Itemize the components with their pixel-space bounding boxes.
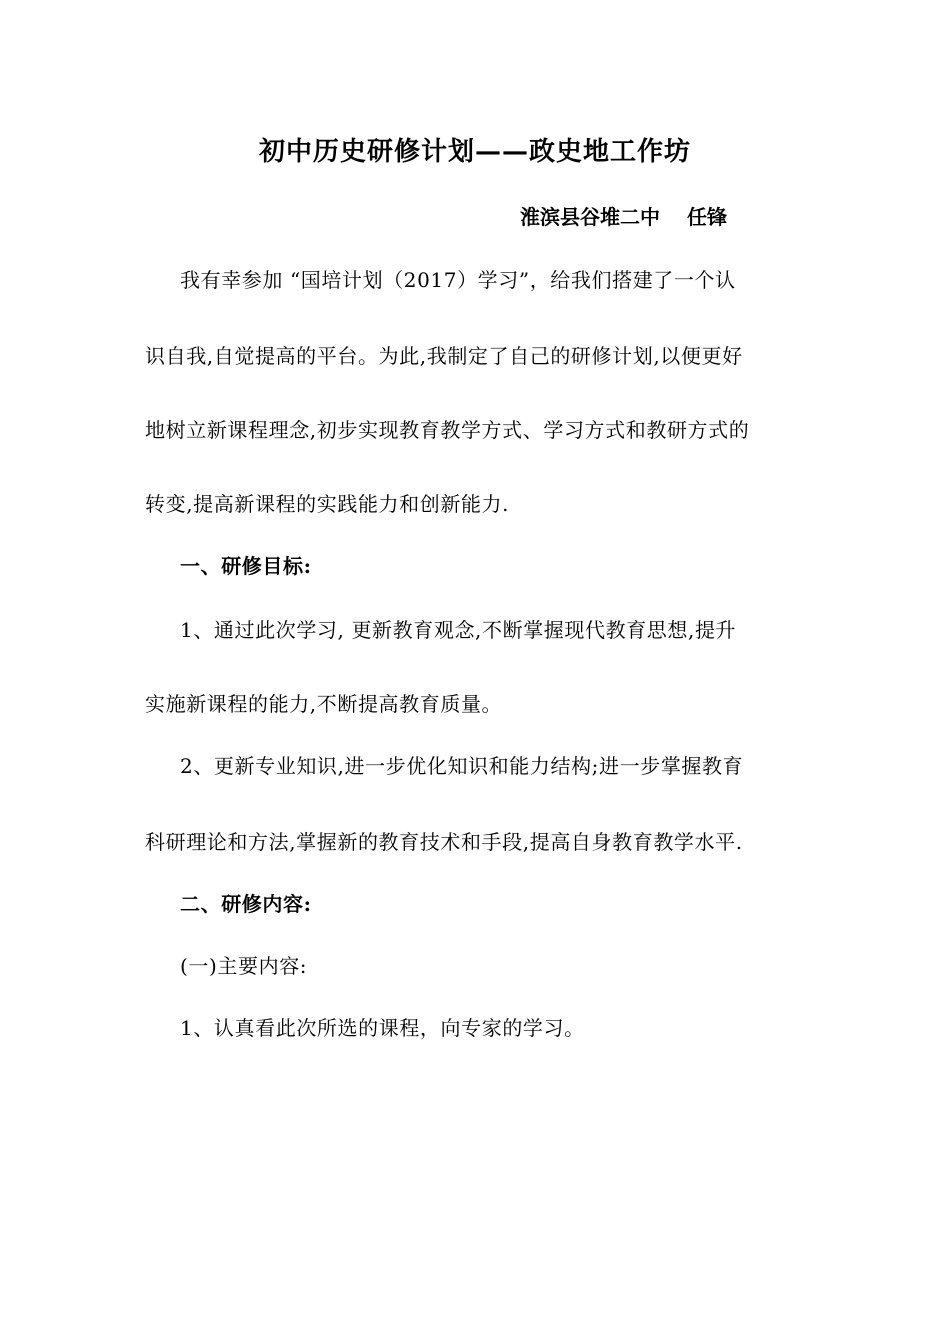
intro-line: 转变,提高新课程的实践能力和创新能力. <box>145 492 510 516</box>
author-line: 淮滨县谷堆二中 任锋 <box>520 205 727 229</box>
subheading: (一)主要内容: <box>180 954 308 978</box>
paragraph-line: 2、更新专业知识,进一步优化知识和能力结构;进一步掌握教育 <box>180 754 744 778</box>
paragraph-line: 1、通过此次学习, 更新教育观念,不断掌握现代教育思想,提升 <box>180 618 737 642</box>
document-title: 初中历史研修计划——政史地工作坊 <box>258 137 691 167</box>
section-heading: 二、研修内容: <box>180 892 312 916</box>
paragraph-line: 1、认真看此次所选的课程，向专家的学习。 <box>180 1016 585 1040</box>
intro-line: 地树立新课程理念,初步实现教育教学方式、学习方式和教研方式的 <box>145 418 750 442</box>
intro-line: 识自我,自觉提高的平台。为此,我制定了自己的研修计划,以便更好 <box>145 344 743 368</box>
intro-line: 我有幸参加 “国培计划（2017）学习”，给我们搭建了一个认 <box>180 268 736 292</box>
section-heading: 一、研修目标: <box>180 554 312 578</box>
paragraph-line: 实施新课程的能力,不断提高教育质量。 <box>145 692 503 716</box>
paragraph-line: 科研理论和方法,掌握新的教育技术和手段,提高自身教育教学水平. <box>145 830 743 854</box>
